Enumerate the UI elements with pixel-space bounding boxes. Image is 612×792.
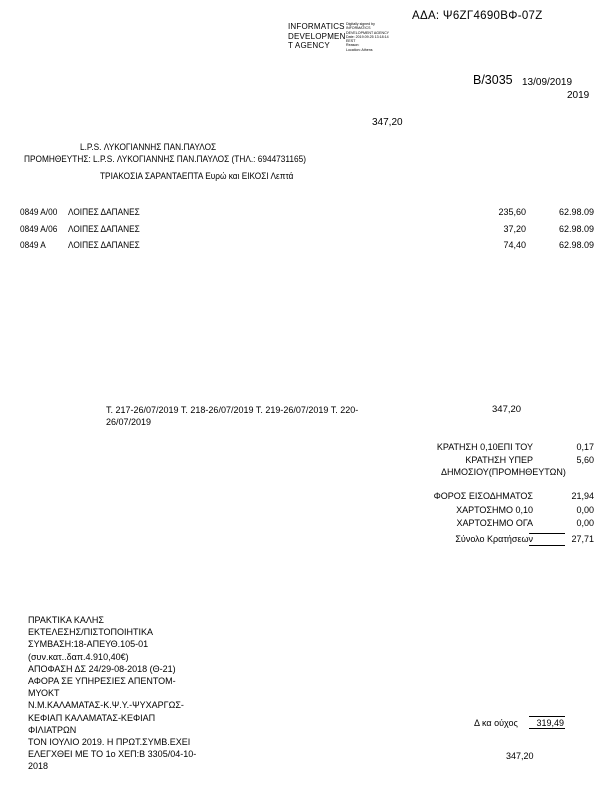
net-amount-label: Δ κα ούχος	[474, 718, 518, 728]
signature-line: EEST	[346, 39, 356, 44]
line-item-row	[20, 206, 596, 218]
deductions-total-label: Σύνολο Κρατήσεων	[455, 534, 533, 544]
line-item-row	[20, 239, 596, 251]
note-line: Ν.Μ.ΚΑΛΑΜΑΤΑΣ-Κ.Ψ.Υ.-ΨΥΧΑΡΓΩΣ-	[28, 700, 184, 711]
line-item-amount: 37,20	[503, 224, 526, 234]
deduction-label: ΦΟΡΟΣ ΕΙΣΟΔΗΜΑΤΟΣ	[433, 491, 533, 501]
deduction-label: ΧΑΡΤΟΣΗΜΟ 0,10	[456, 505, 533, 515]
deduction-value: 5,60	[576, 455, 594, 465]
document-year: 2019	[567, 90, 590, 101]
signature-line: Digitally signed by	[346, 22, 375, 26]
note-line: ΕΛΕΓΧΘΕΙ ΜΕ ΤΟ 1ο ΧΕΠ:Β 3305/04-10-	[28, 749, 197, 760]
line-item-amount: 74,40	[503, 240, 526, 250]
line-item-account: 62.98.09	[558, 240, 594, 250]
note-line: (συν.κατ..δαπ.4.910,40€)	[28, 651, 129, 662]
deduction-value: 21,94	[571, 491, 594, 501]
document-date: 13/09/2019	[522, 77, 573, 88]
logo-line: DEVELOPMEN	[288, 31, 346, 41]
deductions-total-box	[529, 533, 565, 546]
deduction-value: 0,00	[576, 518, 594, 528]
signer-logo-text	[288, 22, 346, 51]
invoices-total: 347,20	[492, 404, 522, 415]
payment-amount: 347,20	[372, 117, 403, 128]
final-total: 347,20	[506, 751, 534, 761]
ada-code: ΑΔΑ: Ψ6ΖΓ4690ΒΦ-07Ζ	[412, 10, 543, 22]
deduction-value: 0,00	[576, 505, 594, 515]
note-line: 2018	[28, 761, 49, 772]
deduction-label: ΚΡΑΤΗΣΗ ΥΠΕΡ ΔΗΜΟΣΙΟΥ(ΠΡΟΜΗΘΕΥΤΩΝ)	[441, 455, 566, 477]
note-line: ΑΦΟΡΑ ΣΕ ΥΠΗΡΕΣΙΕΣ ΑΠΕΝΤΟΜ-	[28, 676, 176, 687]
signature-line: DEVELOPMENT AGENCY	[346, 30, 390, 35]
line-item-row	[20, 223, 596, 235]
line-item-description: ΛΟΙΠΕΣ ΔΑΠΑΝΕΣ	[68, 240, 140, 250]
payment-notes	[28, 614, 233, 773]
signature-line: INFORMATICS	[346, 26, 371, 31]
note-line: ΕΚΤΕΛΕΣΗΣ/ΠΙΣΤΟΠΟΙΗΤΙΚΑ	[28, 627, 154, 638]
line-item-account: 62.98.09	[558, 224, 594, 234]
amount-in-words: ΤΡΙΑΚΟΣΙΑ ΣΑΡΑΝΤΑΕΠΤΑ Ευρώ και ΕΙΚΟΣΙ Λεπτά	[100, 171, 294, 181]
deduction-value: 0,17	[576, 442, 594, 452]
signature-line: Location: Athens	[346, 47, 373, 52]
payee-name: L.P.S. ΛΥΚΟΓΙΑΝΝΗΣ ΠΑΝ.ΠΑΥΛΟΣ	[80, 142, 217, 152]
net-amount-value: 319,49	[536, 718, 564, 728]
supplier-line: ΠΡΟΜΗΘΕΥΤΗΣ: L.P.S. ΛΥΚΟΓΙΑΝΝΗΣ ΠΑΝ.ΠΑΥΛΟΣ (ΤΗΛ.: 6944731165)	[24, 154, 306, 164]
logo-line: INFORMATICS	[288, 22, 345, 31]
line-item-code: 0849 Α/00	[20, 207, 58, 217]
line-item-amount: 235,60	[498, 207, 526, 217]
line-item-account: 62.98.09	[558, 207, 594, 217]
note-line: ΚΕΦΙΑΠ ΚΑΛΑΜΑΤΑΣ-ΚΕΦΙΑΠ	[28, 712, 156, 723]
line-item-code: 0849 Α/06	[20, 224, 58, 234]
note-line: ΑΠΟΦΑΣΗ ΔΣ 24/29-08-2018 (Θ-21)	[28, 663, 176, 674]
signature-line: Reason:	[346, 43, 360, 48]
deduction-label: ΧΑΡΤΟΣΗΜΟ ΟΓΑ	[456, 518, 533, 528]
signature-line: Date: 2019.09.25 13:18:14	[346, 34, 389, 39]
logo-line: T AGENCY	[288, 41, 330, 51]
digital-signature-stamp	[346, 22, 389, 52]
invoice-references: Τ. 217-26/07/2019 Τ. 218-26/07/2019 Τ. 219-26/07/2019 Τ. 220-26/07/2019	[106, 405, 359, 427]
deduction-label: ΚΡΑΤΗΣΗ 0,10ΕΠΙ ΤΟΥ	[436, 442, 533, 452]
deductions-total-value: 27,71	[571, 534, 594, 544]
note-line: ΠΡΑΚΤΙΚΑ ΚΑΛΗΣ	[28, 615, 104, 625]
line-item-description: ΛΟΙΠΕΣ ΔΑΠΑΝΕΣ	[68, 224, 140, 234]
note-line: ΦΙΛΙΑΤΡΩΝ	[28, 724, 77, 735]
line-item-code: 0849 Α	[20, 240, 46, 250]
note-line: ΜΥΟΚΤ	[28, 688, 60, 699]
note-line: ΣΥΜΒΑΣΗ:18-ΑΠΕΥΘ.105-01	[28, 639, 149, 650]
line-item-description: ΛΟΙΠΕΣ ΔΑΠΑΝΕΣ	[68, 207, 140, 217]
note-line: ΤΟΝ ΙΟΥΛΙΟ 2019. Η ΠΡΩΤ.ΣΥΜΒ.ΕΧΕΙ	[28, 737, 191, 748]
document-number: Β/3035	[473, 73, 513, 87]
